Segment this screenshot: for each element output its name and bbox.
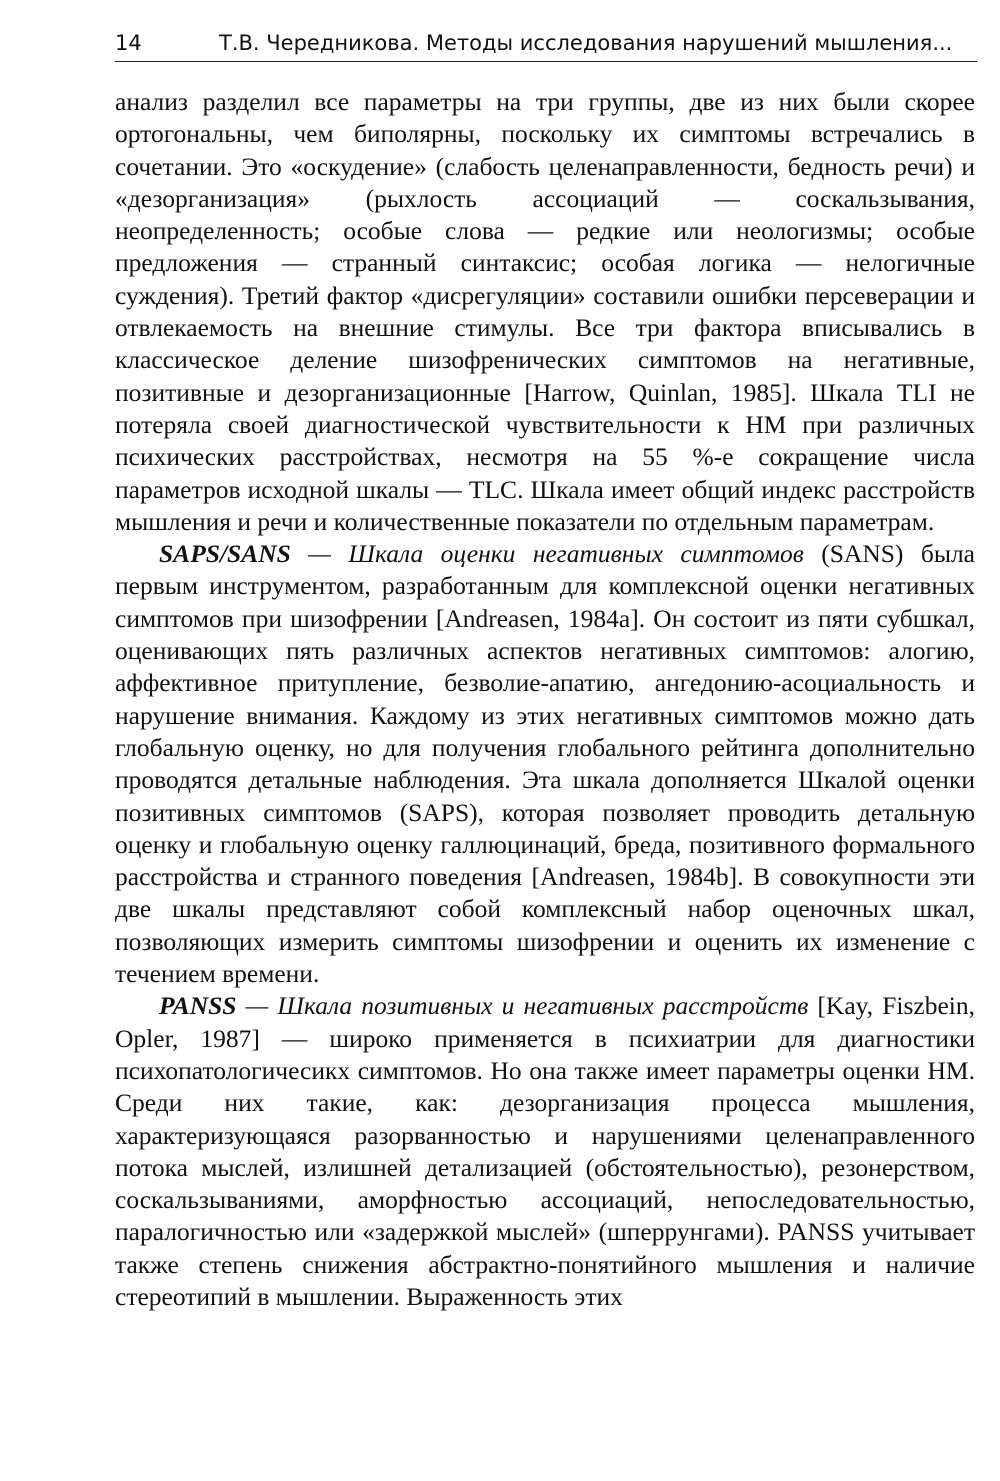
scale-term: SAPS/SANS	[159, 539, 291, 569]
page-number: 14	[115, 31, 142, 55]
page-body	[115, 86, 975, 1313]
paragraph-text: [Kay, Fiszbein, Opler, 1987] — широко применяется в психиатрии для диагностики психопатологичесикх симптомов. Но она также имеет параметры оценки НМ. Среди них такие, как: дезорганизация процесса мышления, характеризующаяся разорванностью и нарушениями целенаправленного потока мыслей, излишней детализацией (обстоятельностью), резонерством, соскальзываниями, аморфностью ассоциаций, непоследовательностью, паралогичностью или «задержкой мыслей» (шперрунгами). PANSS учитывает также степень снижения абстрактно-понятийного мышления и наличие стереотипий в мышлении. Выраженность этих	[115, 991, 975, 1311]
term-separator: —	[290, 539, 349, 569]
running-title: Т.В. Чередникова. Методы исследования нарушений мышления...	[219, 31, 953, 55]
term-separator: —	[236, 991, 278, 1021]
paragraph-panss	[115, 990, 975, 1313]
paragraph-text: анализ разделил все параметры на три группы, две из них были скорее ортогональны, чем биполярны, поскольку их симптомы встречались в сочетании. Это «оскудение» (слабость целенаправленности, бедность речи) и «дезорганизация» (рыхлость ассоциаций — соскальзывания, неопределенность; особые слова — редкие или неологизмы; особые предложения — странный синтаксис; особая логика — нелогичные суждения). Третий фактор «дисрегуляции» составили ошибки персеверации и отвлекаемость на внешние стимулы. Все три фактора вписывались в классическое деление шизофренических симптомов на негативные, позитивные и дезорганизационные [Harrow, Quinlan, 1985]. Шкала TLI не потеряла своей диагностической чувствительности к НМ при различных психических расстройствах, несмотря на 55 %-е сокращение числа параметров исходной шкалы — TLC. Шкала имеет общий индекс расстройств мышления и речи и количественные показатели по отдельным параметрам.	[115, 87, 975, 536]
paragraph-tli-continuation	[115, 86, 975, 538]
scale-title: Шкала оценки негативных симптомов	[348, 539, 804, 569]
paragraph-saps-sans	[115, 538, 975, 990]
scale-term: PANSS	[159, 991, 237, 1021]
running-head	[115, 29, 977, 63]
paragraph-text: (SANS) была первым инструментом, разработанным для комплексной оценки негативных симптомов при шизофрении [Andreasen, 1984a]. Он состоит из пяти субшкал, оценивающих пять различных аспектов негативных симптомов: алогию, аффективное притупление, безволие-апатию, ангедонию-асоциальность и нарушение внимания. Каждому из этих негативных симптомов можно дать глобальную оценку, но для получения глобального рейтинга дополнительно проводятся детальные наблюдения. Эта шкала дополняется Шкалой оценки позитивных симптомов (SAPS), которая позволяет проводить детальную оценку и глобальную оценку галлюцинаций, бреда, позитивного формального расстройства и странного поведения [Andreasen, 1984b]. В совокупности эти две шкалы представляют собой комплексный набор оценочных шкал, позволяющих измерить симптомы шизофрении и оценить их изменение с течением времени.	[115, 539, 975, 989]
scale-title: Шкала позитивных и негативных расстройств	[277, 991, 809, 1021]
header-divider	[115, 61, 977, 62]
